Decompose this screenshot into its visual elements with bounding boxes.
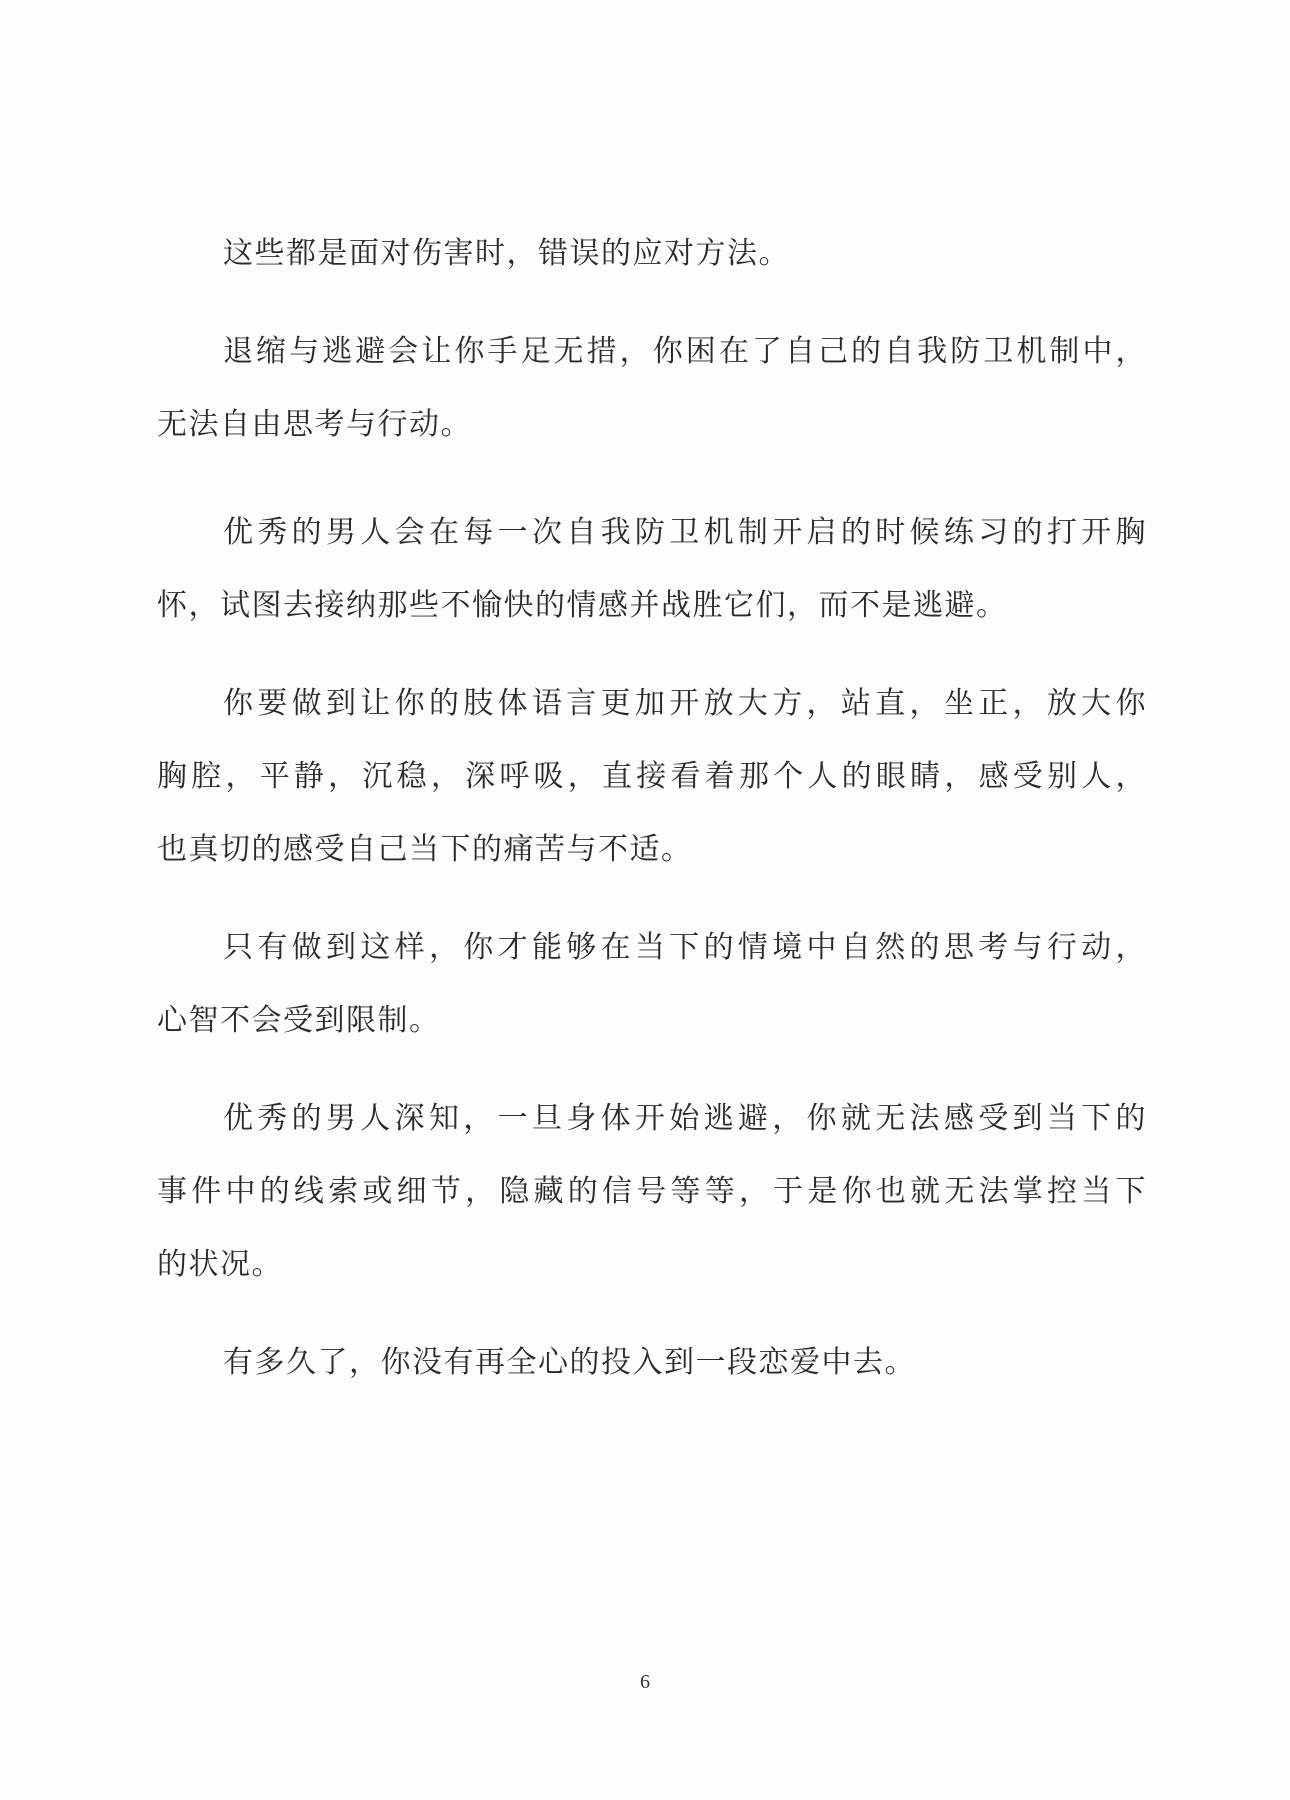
text-line: 怀，试图去接纳那些不愉快的情感并战胜它们，而不是逃避。 — [157, 588, 1008, 623]
text-line: 有多久了，你没有再全心的投入到一段恋爱中去。 — [223, 1345, 916, 1380]
paragraph — [157, 236, 1147, 272]
paragraph — [157, 1101, 1147, 1283]
body-text — [157, 236, 1147, 1443]
paragraph — [157, 334, 1147, 443]
text-line: 退缩与逃避会让你手足无措，你困在了自己的自我防卫机制中， — [223, 334, 1147, 369]
text-line: 你要做到让你的肢体语言更加开放大方，站直，坐正，放大你 — [223, 686, 1147, 721]
paragraph — [157, 930, 1147, 1039]
paragraph — [157, 686, 1147, 868]
text-line: 优秀的男人会在每一次自我防卫机制开启的时候练习的打开胸 — [223, 515, 1147, 550]
text-line: 这些都是面对伤害时，错误的应对方法。 — [223, 236, 790, 271]
text-line: 胸腔，平静，沉稳，深呼吸，直接看着那个人的眼睛，感受别人， — [157, 759, 1147, 794]
text-line: 优秀的男人深知，一旦身体开始逃避，你就无法感受到当下的 — [223, 1101, 1147, 1136]
text-line: 事件中的线索或细节，隐藏的信号等等，于是你也就无法掌控当下 — [157, 1174, 1147, 1209]
text-line: 也真切的感受自己当下的痛苦与不适。 — [157, 832, 693, 867]
text-line: 心智不会受到限制。 — [157, 1003, 441, 1038]
text-line: 的状况。 — [157, 1247, 283, 1282]
paragraph — [157, 515, 1147, 624]
page-number: 6 — [640, 1671, 650, 1693]
paragraph — [157, 1345, 1147, 1381]
text-line: 只有做到这样，你才能够在当下的情境中自然的思考与行动， — [223, 930, 1147, 965]
text-line: 无法自由思考与行动。 — [157, 407, 472, 442]
